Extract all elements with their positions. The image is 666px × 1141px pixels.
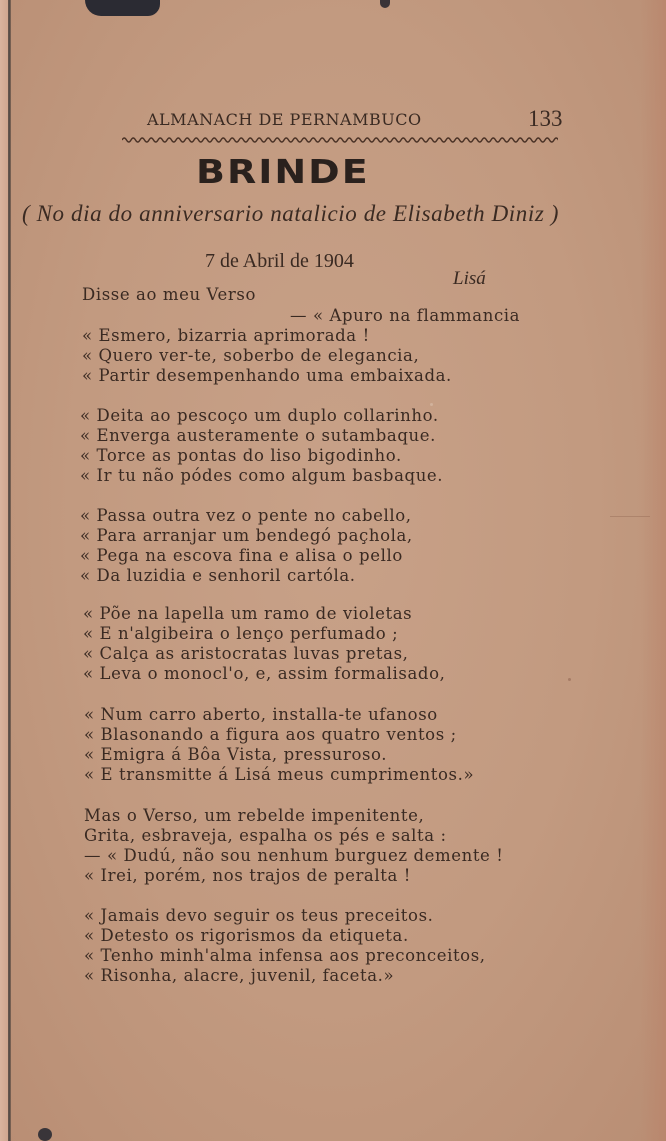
verse-line: « E transmitte á Lisá meus cumprimentos.» bbox=[84, 765, 475, 784]
poem-date: 7 de Abril de 1904 bbox=[205, 250, 354, 272]
page-number: 133 bbox=[528, 106, 563, 131]
verse-line: Grita, esbraveja, espalha os pés e salta : bbox=[84, 826, 447, 845]
verse-line: « Deita ao pescoço um duplo collarinho. bbox=[80, 406, 439, 425]
page-edge-shade bbox=[640, 0, 666, 1141]
verse-line: « Põe na lapella um ramo de violetas bbox=[83, 604, 413, 623]
verse-line: « Risonha, alacre, juvenil, faceta.» bbox=[84, 966, 395, 985]
page-gutter bbox=[0, 0, 8, 1141]
verse-line: « Irei, porém, nos trajos de peralta ! bbox=[84, 866, 411, 885]
verse-line: « Ir tu não pódes como algum basbaque. bbox=[80, 466, 444, 485]
verse-line: « Jamais devo seguir os teus preceitos. bbox=[84, 906, 434, 925]
verse-line: « Da luzidia e senhoril cartóla. bbox=[80, 566, 356, 585]
torn-edge-mark bbox=[380, 0, 390, 8]
verse-line: « Emigra á Bôa Vista, pressuroso. bbox=[84, 745, 388, 764]
poem-signature: Lisá bbox=[453, 268, 486, 289]
verse-line: « Detesto os rigorismos da etiqueta. bbox=[84, 926, 409, 945]
paper-crease bbox=[610, 516, 650, 517]
verse-line: « Leva o monocl'o, e, assim formalisado, bbox=[83, 664, 446, 683]
verse-line: — « Apuro na flammancia bbox=[290, 306, 521, 325]
verse-line: « Partir desempenhando uma embaixada. bbox=[82, 366, 452, 385]
verse-line: « Tenho minh'alma infensa aos preconceitos, bbox=[84, 946, 486, 965]
torn-edge-mark bbox=[38, 1128, 52, 1141]
paper-speck bbox=[568, 678, 571, 681]
verse-line: « Calça as aristocratas luvas pretas, bbox=[83, 644, 409, 663]
verse-line: « Num carro aberto, installa-te ufanoso bbox=[84, 705, 438, 724]
verse-line: « Enverga austeramente o sutambaque. bbox=[80, 426, 436, 445]
verse-line: « Torce as pontas do liso bigodinho. bbox=[80, 446, 402, 465]
binding-edge bbox=[8, 0, 11, 1141]
torn-corner-shadow bbox=[85, 0, 160, 16]
paper-speck bbox=[430, 403, 433, 406]
running-head: ALMANACH DE PERNAMBUCO bbox=[147, 110, 422, 129]
verse-line: « Passa outra vez o pente no cabello, bbox=[80, 506, 412, 525]
poem-intro: Disse ao meu Verso bbox=[82, 285, 257, 304]
verse-line: « Para arranjar um bendegó paçhola, bbox=[80, 526, 413, 545]
wavy-rule-divider bbox=[122, 134, 558, 146]
verse-line: « Blasonando a figura aos quatro ventos ; bbox=[84, 725, 457, 744]
poem-dedication: ( No dia do anniversario natalicio de Elisabeth Diniz ) bbox=[22, 201, 560, 226]
verse-line: — « Dudú, não sou nenhum burguez demente ! bbox=[84, 846, 504, 865]
verse-line: Mas o Verso, um rebelde impenitente, bbox=[84, 806, 425, 825]
verse-line: « Esmero, bizarria aprimorada ! bbox=[82, 326, 370, 345]
poem-title: BRINDE bbox=[196, 153, 370, 191]
verse-line: « Pega na escova fina e alisa o pello bbox=[80, 546, 403, 565]
verse-line: « E n'algibeira o lenço perfumado ; bbox=[83, 624, 399, 643]
verse-line: « Quero ver-te, soberbo de elegancia, bbox=[82, 346, 420, 365]
